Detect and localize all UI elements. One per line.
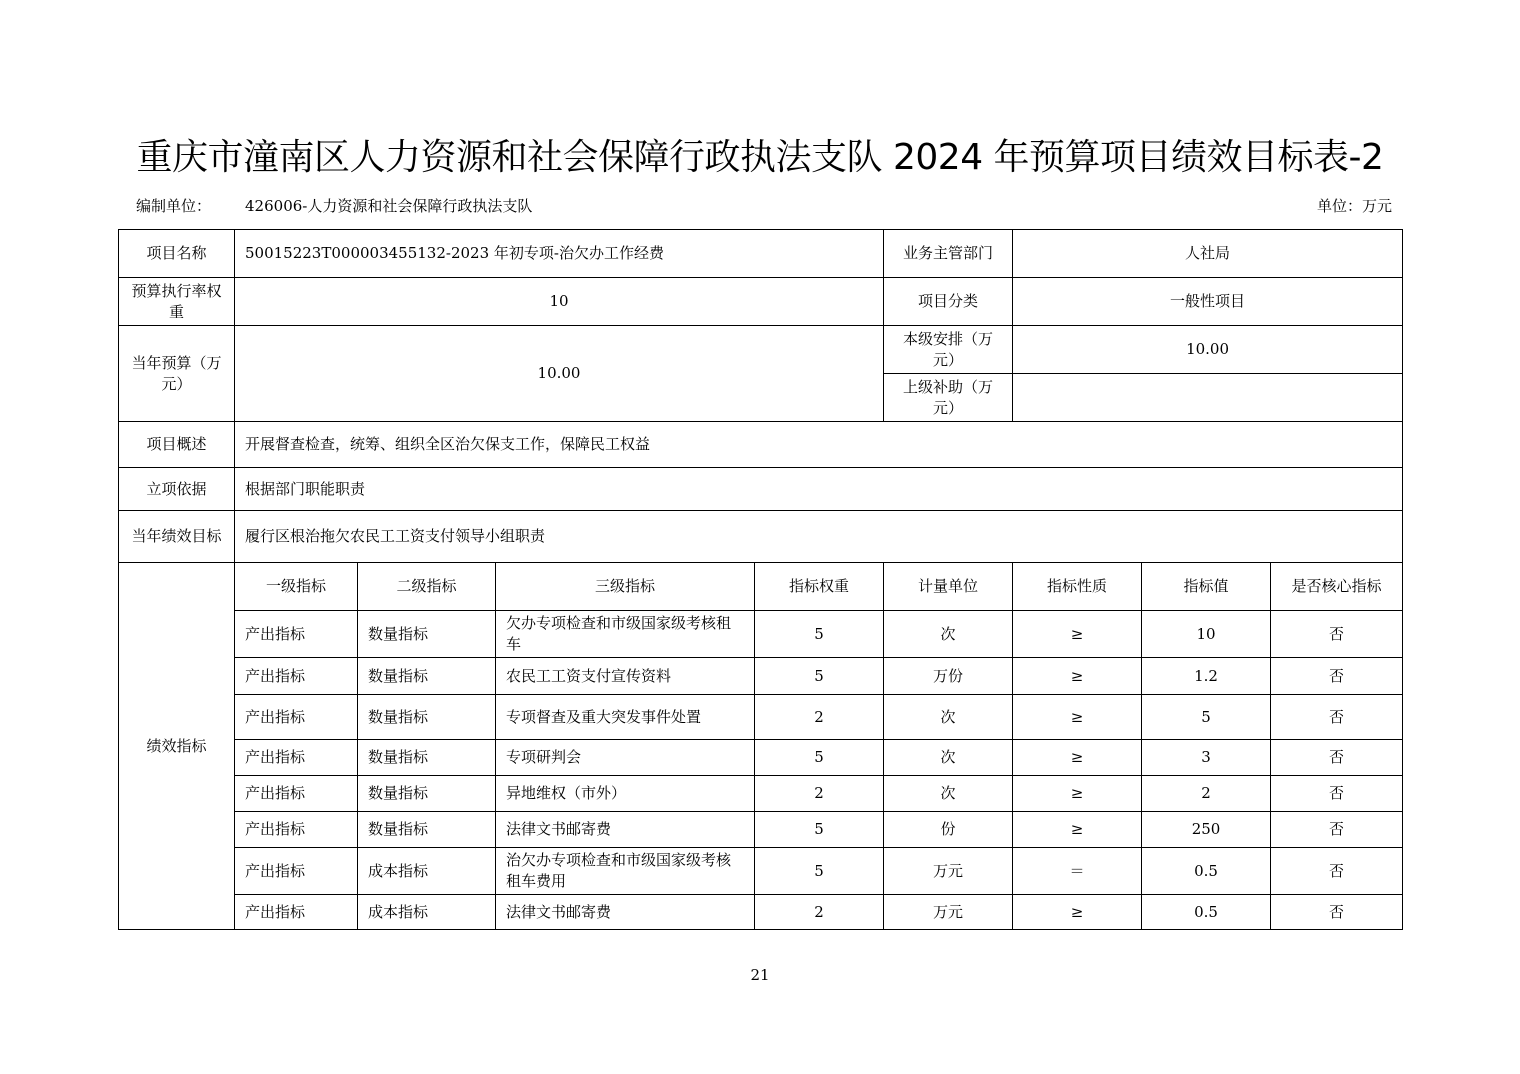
weight-cell: 5 — [755, 740, 884, 776]
table-row — [119, 776, 1403, 812]
table-row — [119, 611, 1403, 658]
goal-value: 履行区根治拖欠农民工工资支付领导小组职责 — [235, 511, 1403, 563]
weight-cell: 2 — [755, 895, 884, 930]
value-cell: 10 — [1142, 611, 1271, 658]
unit-cell: 万元 — [884, 848, 1013, 895]
level2-cell: 数量指标 — [358, 695, 496, 740]
unit-cell: 次 — [884, 695, 1013, 740]
level1-cell: 产出指标 — [235, 848, 358, 895]
performance-target-table — [118, 229, 1403, 930]
table-row — [119, 695, 1403, 740]
upper-subsidy-label: 上级补助（万元） — [884, 374, 1013, 422]
value-cell: 250 — [1142, 812, 1271, 848]
level2-cell: 成本指标 — [358, 895, 496, 930]
dept-label: 业务主管部门 — [884, 230, 1013, 278]
summary-label: 项目概述 — [119, 422, 235, 468]
level2-cell: 数量指标 — [358, 776, 496, 812]
local-arrangement-value: 10.00 — [1013, 326, 1403, 374]
weight-cell: 2 — [755, 776, 884, 812]
basis-row — [119, 468, 1403, 511]
category-value: 一般性项目 — [1013, 278, 1403, 326]
value-cell: 5 — [1142, 695, 1271, 740]
unit-cell: 次 — [884, 740, 1013, 776]
level3-cell: 专项督查及重大突发事件处置 — [496, 695, 755, 740]
header-level2: 二级指标 — [358, 563, 496, 611]
table-row — [119, 848, 1403, 895]
core-cell: 否 — [1271, 658, 1403, 695]
value-cell: 3 — [1142, 740, 1271, 776]
summary-row — [119, 422, 1403, 468]
core-cell: 否 — [1271, 695, 1403, 740]
value-cell: 0.5 — [1142, 895, 1271, 930]
nature-cell: ≥ — [1013, 695, 1142, 740]
local-arrangement-label: 本级安排（万元） — [884, 326, 1013, 374]
nature-cell: ≥ — [1013, 611, 1142, 658]
unit-cell: 万份 — [884, 658, 1013, 695]
unit-cell: 份 — [884, 812, 1013, 848]
nature-cell: ≥ — [1013, 740, 1142, 776]
goal-row — [119, 511, 1403, 563]
core-cell: 否 — [1271, 740, 1403, 776]
goal-label: 当年绩效目标 — [119, 511, 235, 563]
exec-weight-value: 10 — [235, 278, 884, 326]
level3-cell: 治欠办专项检查和市级国家级考核租车费用 — [496, 848, 755, 895]
weight-cell: 5 — [755, 658, 884, 695]
exec-weight-label: 预算执行率权重 — [119, 278, 235, 326]
level2-cell: 数量指标 — [358, 812, 496, 848]
nature-cell: ≥ — [1013, 812, 1142, 848]
level1-cell: 产出指标 — [235, 695, 358, 740]
level1-cell: 产出指标 — [235, 895, 358, 930]
nature-cell: ≥ — [1013, 658, 1142, 695]
unit-cell: 次 — [884, 611, 1013, 658]
header-core: 是否核心指标 — [1271, 563, 1403, 611]
table-row — [119, 895, 1403, 930]
level3-cell: 农民工工资支付宣传资料 — [496, 658, 755, 695]
core-cell: 否 — [1271, 776, 1403, 812]
unit-cell: 次 — [884, 776, 1013, 812]
level2-cell: 数量指标 — [358, 658, 496, 695]
upper-subsidy-value — [1013, 374, 1403, 422]
budget-value: 10.00 — [235, 326, 884, 422]
header-unit: 计量单位 — [884, 563, 1013, 611]
header-value: 指标值 — [1142, 563, 1271, 611]
core-cell: 否 — [1271, 848, 1403, 895]
table-row — [119, 740, 1403, 776]
project-name-value: 50015223T000003455132-2023 年初专项-治欠办工作经费 — [235, 230, 884, 278]
table-row — [119, 658, 1403, 695]
core-cell: 否 — [1271, 611, 1403, 658]
summary-value: 开展督查检查，统筹、组织全区治欠保支工作，保障民工权益 — [235, 422, 1403, 468]
project-name-row — [119, 230, 1403, 278]
unit-cell: 万元 — [884, 895, 1013, 930]
category-label: 项目分类 — [884, 278, 1013, 326]
level1-cell: 产出指标 — [235, 658, 358, 695]
nature-cell: ≥ — [1013, 895, 1142, 930]
basis-label: 立项依据 — [119, 468, 235, 511]
level2-cell: 成本指标 — [358, 848, 496, 895]
exec-weight-row — [119, 278, 1403, 326]
table-row — [119, 812, 1403, 848]
page-number: 21 — [750, 966, 770, 984]
level3-cell: 法律文书邮寄费 — [496, 812, 755, 848]
weight-cell: 2 — [755, 695, 884, 740]
indicator-header-row — [119, 563, 1403, 611]
header-level1: 一级指标 — [235, 563, 358, 611]
compiling-unit-value: 426006-人力资源和社会保障行政执法支队 — [245, 197, 533, 215]
page-title: 重庆市潼南区人力资源和社会保障行政执法支队 2024 年预算项目绩效目标表-2 — [136, 137, 1384, 178]
currency-unit: 单位：万元 — [1316, 197, 1392, 215]
compiling-unit — [136, 194, 532, 218]
core-cell: 否 — [1271, 812, 1403, 848]
value-cell: 1.2 — [1142, 658, 1271, 695]
level1-cell: 产出指标 — [235, 611, 358, 658]
level3-cell: 法律文书邮寄费 — [496, 895, 755, 930]
nature-cell: ≥ — [1013, 776, 1142, 812]
indicators-section-label: 绩效指标 — [119, 563, 235, 930]
header-level3: 三级指标 — [496, 563, 755, 611]
level3-cell: 欠办专项检查和市级国家级考核租车 — [496, 611, 755, 658]
level3-cell: 异地维权（市外） — [496, 776, 755, 812]
compiling-unit-label: 编制单位： — [136, 197, 212, 215]
level1-cell: 产出指标 — [235, 812, 358, 848]
header-weight: 指标权重 — [755, 563, 884, 611]
project-name-label: 项目名称 — [119, 230, 235, 278]
budget-row — [119, 326, 1403, 374]
value-cell: 0.5 — [1142, 848, 1271, 895]
level2-cell: 数量指标 — [358, 740, 496, 776]
budget-label: 当年预算（万元） — [119, 326, 235, 422]
nature-cell: ＝ — [1013, 848, 1142, 895]
level2-cell: 数量指标 — [358, 611, 496, 658]
level1-cell: 产出指标 — [235, 740, 358, 776]
weight-cell: 5 — [755, 611, 884, 658]
level3-cell: 专项研判会 — [496, 740, 755, 776]
header-nature: 指标性质 — [1013, 563, 1142, 611]
weight-cell: 5 — [755, 812, 884, 848]
level1-cell: 产出指标 — [235, 776, 358, 812]
core-cell: 否 — [1271, 895, 1403, 930]
dept-value: 人社局 — [1013, 230, 1403, 278]
value-cell: 2 — [1142, 776, 1271, 812]
basis-value: 根据部门职能职责 — [235, 468, 1403, 511]
weight-cell: 5 — [755, 848, 884, 895]
